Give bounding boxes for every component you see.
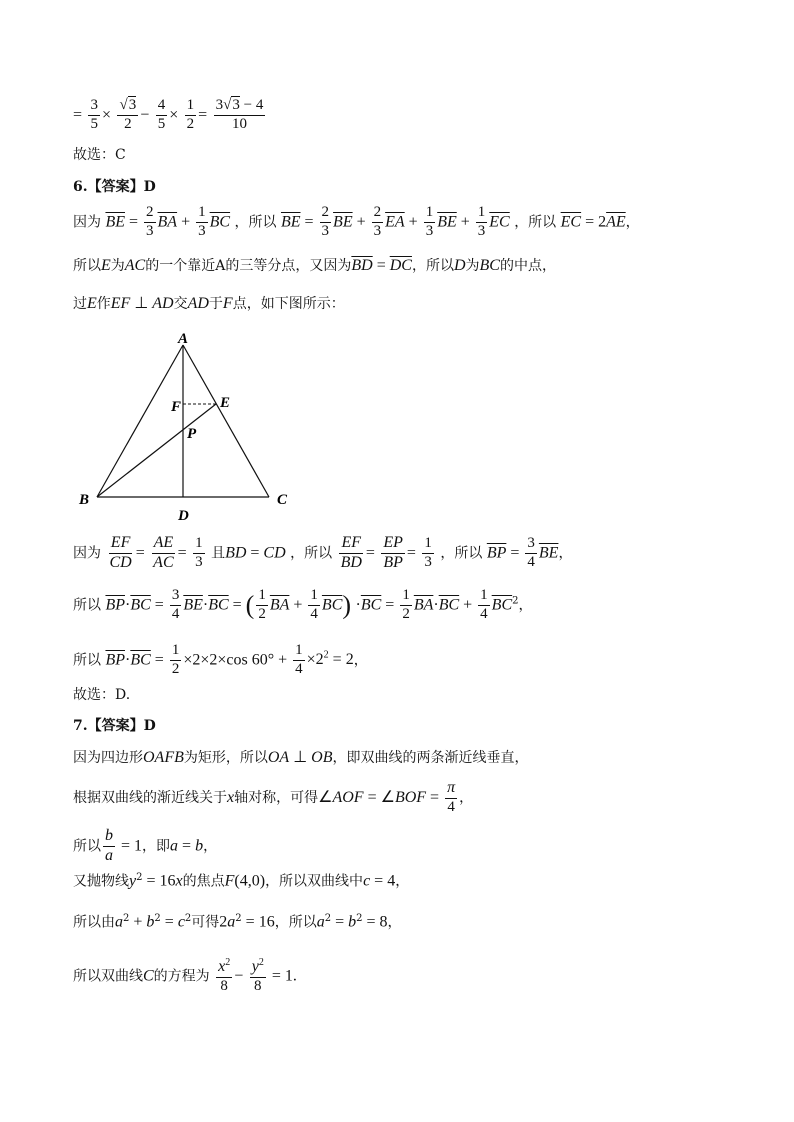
q7-line4: 又抛物线$y^2 = 16x$的焦点F(4,0)，所以双曲线中c = 4， xyxy=(73,872,410,890)
label-p: P xyxy=(187,426,197,442)
label-c: C xyxy=(277,492,288,508)
q6-line3: 过E作EF ⊥ AD交AD于F点，如下图所示： xyxy=(73,295,345,312)
choice-c: 故选：C xyxy=(73,147,126,163)
label-f: F xyxy=(171,399,182,415)
label-d: D xyxy=(178,508,189,524)
edge-ab xyxy=(97,345,183,497)
formula-line-top: = $\frac{3}{5}$ × $\frac{√3}{2}$ − $\frac{4}{5}$ × $\frac{1}{2}$ = $\frac{3√3 - 4}{10}$ xyxy=(73,97,264,132)
q7-line1: 因为四边形OAFB为矩形，所以OA ⊥ OB，即双曲线的两条渐近线垂直， xyxy=(73,749,529,766)
q7-line2: 根据双曲线的渐近线关于x轴对称，可得∠AOF = ∠BOF = $\frac{\pi}{4}$ ， xyxy=(73,779,474,815)
edge-ac xyxy=(183,345,269,497)
q6-line1: 因为 $\overline{BE}$ = $\frac{2}{3}$ $\overline{BA}$ + $\frac{1}{3}$ $\overline{BC}$ ，所以 $\overline{BE}$ = $\frac{2}{3}$ $\overline{BE}$ + $\frac{2}{3}$ $\overline{EA}$ + $\frac{1}{3}$ $\overline{BE}$ + $\frac{1}{3}$ $\overline{EC}$ ，所以 $\overline{EC} = 2\overline{AE}$， xyxy=(73,204,640,239)
q7-line3: 所以 $\frac{b}{a}$ = 1，即a = b， xyxy=(73,827,218,864)
q6-header: 6.【答案】D xyxy=(73,179,156,195)
q7-header: 7.【答案】D xyxy=(73,718,156,734)
q7-line6: 所以双曲线C的方程为 $\frac{x^2}{8}$ − $\frac{y^2}{8}$ = 1. xyxy=(73,957,297,994)
label-b: B xyxy=(79,492,90,508)
q6-line6: 所以 $\overline{BP}\cdot\overline{BC}$ = $\frac{1}{2}$ ×2×2×cos 60° + $\frac{1}{4}$ $\times 2^2 = 2$， xyxy=(73,642,368,677)
q7-line5: 所以由$a^2 + b^2 = c^2$可得$2a^2 = 16$，所以$a^2 = b^2 = 8$， xyxy=(73,913,402,931)
q6-line5: 所以 $\overline{BP}\cdot\overline{BC}$ = $\frac{3}{4}$ $\overline{BE}\cdot\overline{BC}$ = ( $\frac{1}{2}$ $\overline{BA}$ + $\frac{1}{4}$ $\overline{BC}) \cdot\overline{BC}$ = $\frac{1}{2}$ $\overline{BA}\cdot\overline{BC}$ + $\frac{1}{4}$ $\overline{BC}^2$， xyxy=(73,587,533,622)
segment-be xyxy=(97,404,216,497)
label-a: A xyxy=(178,331,189,347)
triangle-figure xyxy=(70,330,310,525)
label-e: E xyxy=(220,395,231,411)
choice-d-q6: 故选：D. xyxy=(73,687,131,703)
q6-line4: 因为 $\frac{EF}{CD}$ = $\frac{AE}{AC}$ = $\frac{1}{3}$ 且BD = CD ，所以 $\frac{EF}{BD}$ = $\frac{EP}{BP}$ = $\frac{1}{3}$ ，所以 $\overline{BP}$ = $\frac{3}{4}$ $\overline{BE}$， xyxy=(73,534,573,571)
q6-line2: 所以E为AC的一个靠近A的三等分点，又因为$\overline{BD} = \overline{DC}$，所以D为BC的中点， xyxy=(73,257,556,274)
